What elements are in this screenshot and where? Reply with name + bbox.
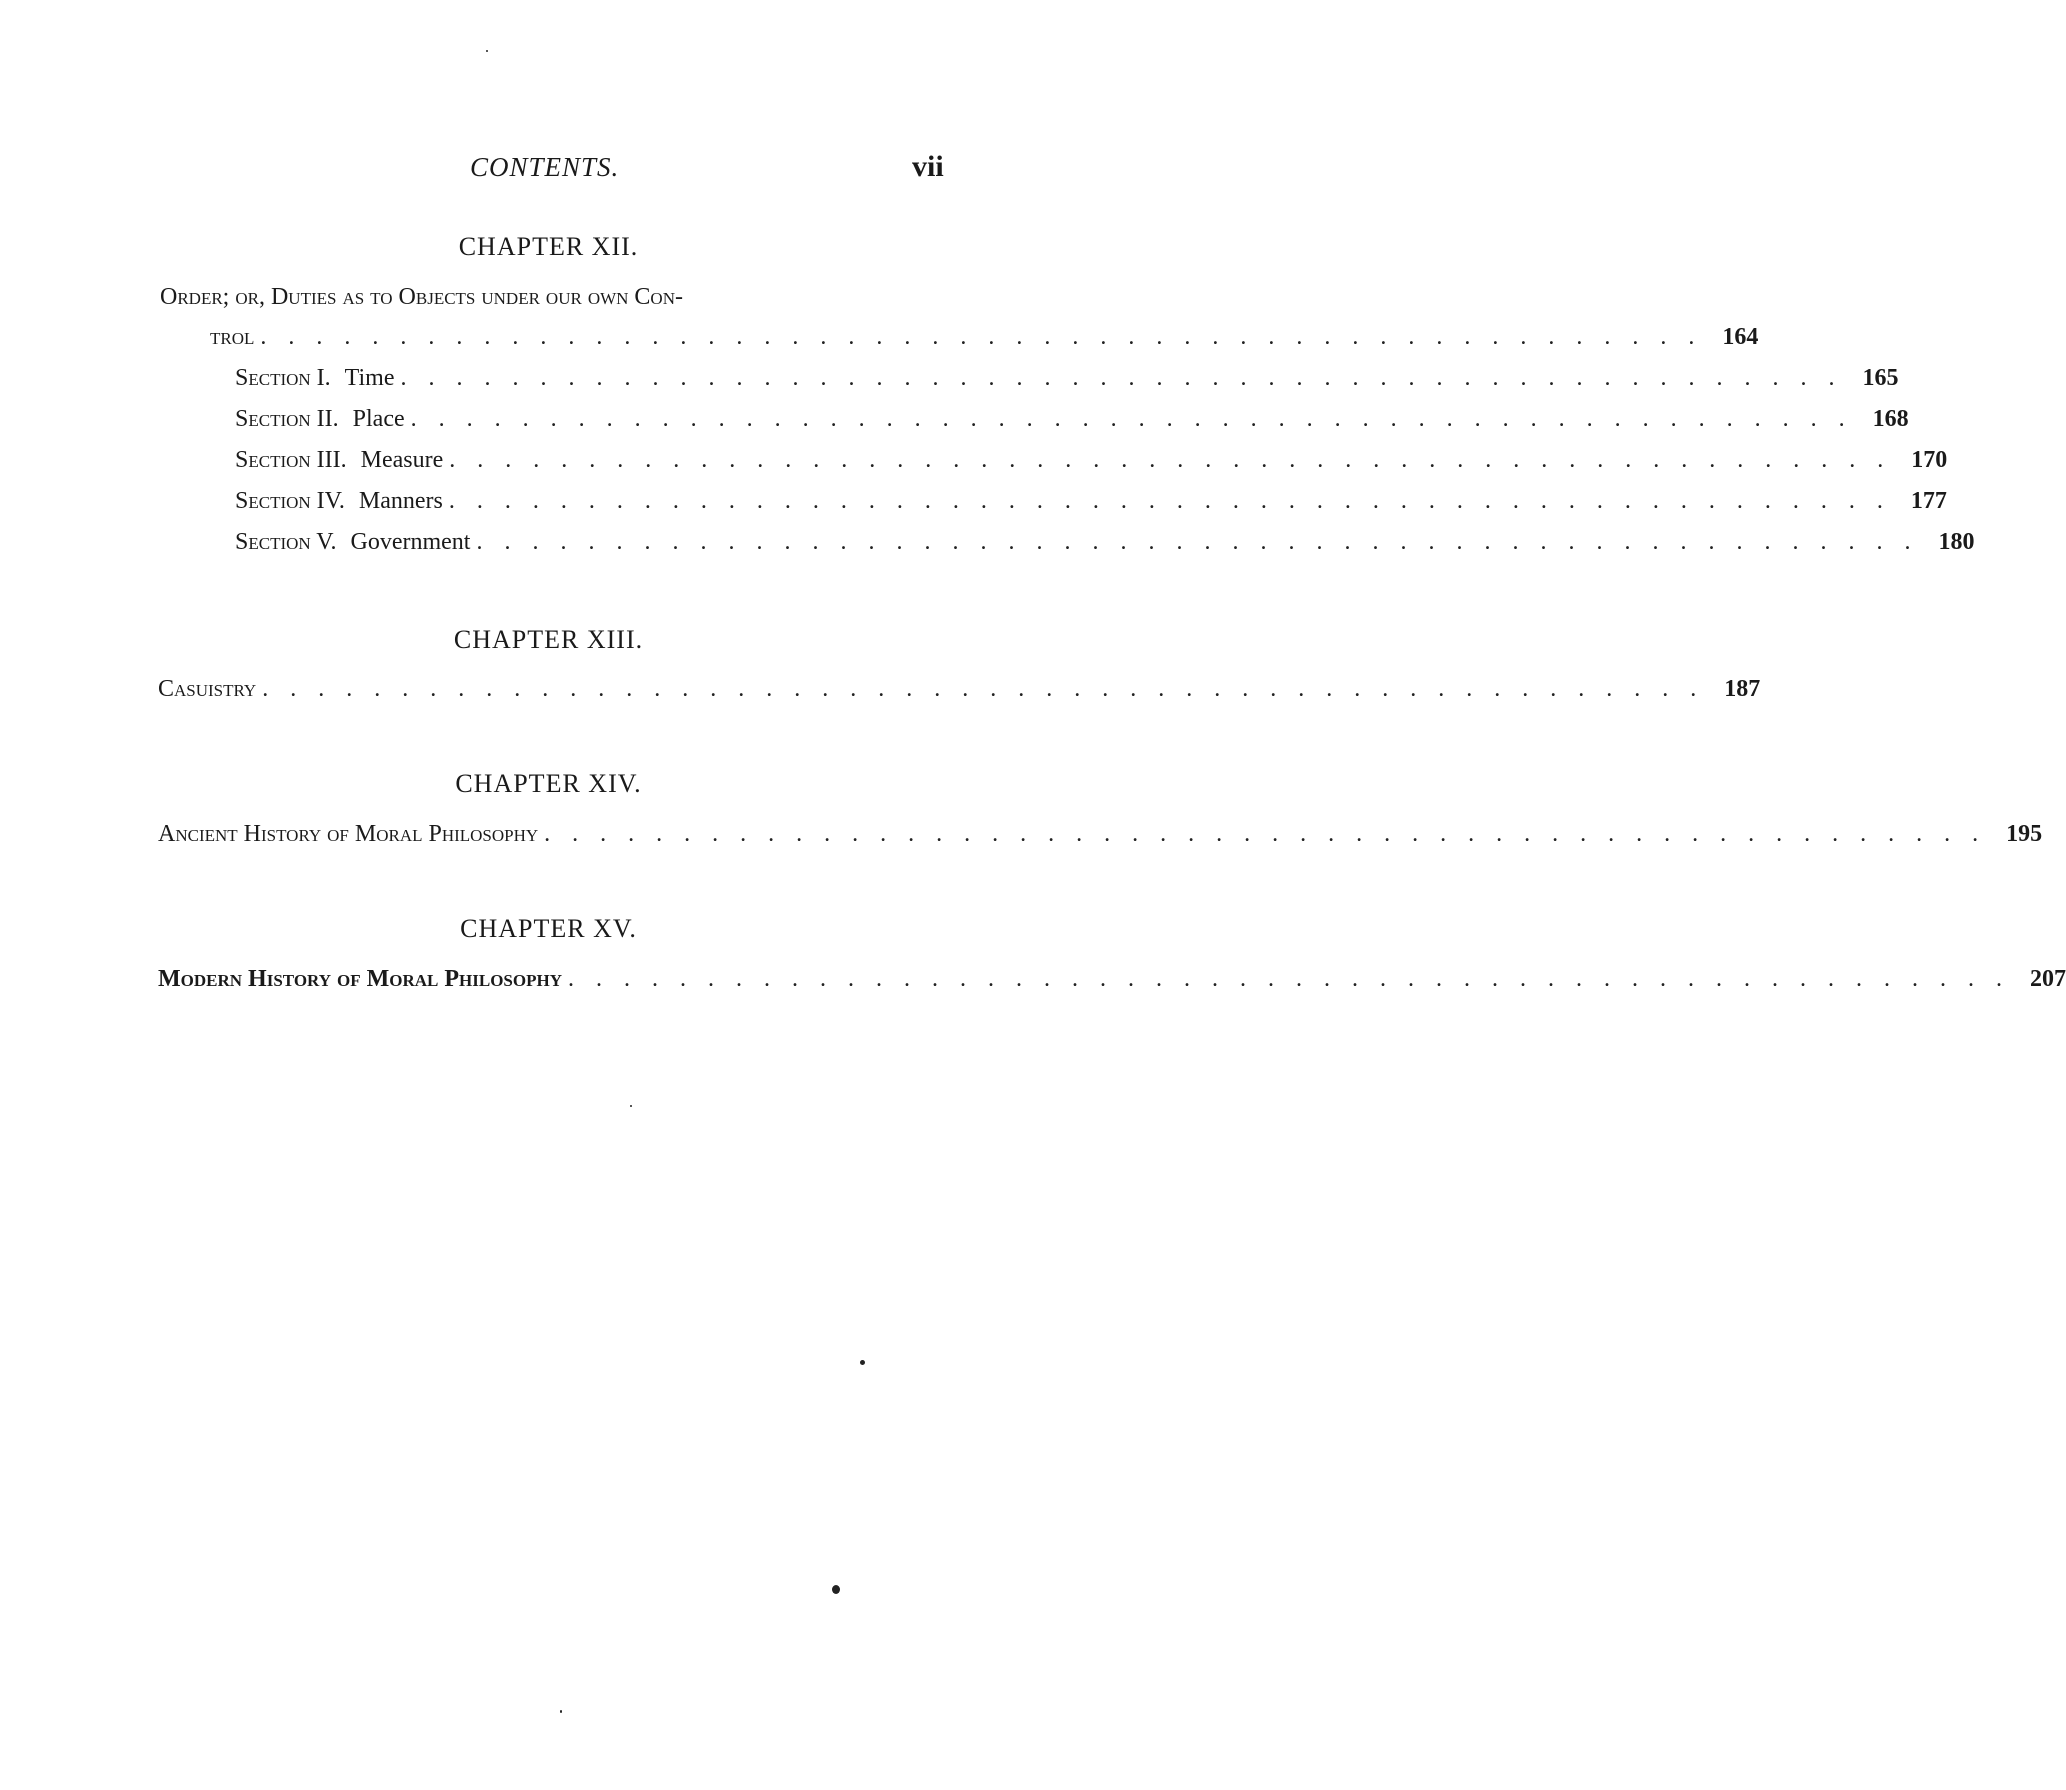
toc-entry-section-3 (235, 447, 1948, 474)
leader-dots: .................................................... (260, 324, 1717, 350)
leader-dots: .................................................... (410, 406, 1867, 432)
toc-entry-section-4 (235, 488, 1947, 515)
toc-page-number: 187 (1724, 676, 1761, 702)
leader-dots: .................................................... (476, 529, 1933, 555)
section-label: Section V. (235, 529, 337, 555)
scan-speck (486, 50, 488, 52)
leader-dots: .................................................... (449, 447, 1906, 473)
toc-page-number: 195 (2006, 821, 2043, 847)
scan-speck (860, 1360, 865, 1365)
chapter-heading-14: CHAPTER XIV. (455, 769, 642, 798)
chapter-heading-12: CHAPTER XII. (458, 232, 639, 261)
toc-entry-label: Order; or, Duties as to Objects under our own Con- (160, 284, 683, 310)
toc-entry-label: Ancient History of Moral Philosophy (158, 821, 539, 847)
section-label: Section I. (235, 365, 331, 391)
toc-entry-casuistry (158, 676, 1761, 703)
scan-speck (560, 1710, 562, 1713)
scan-speck (630, 1105, 632, 1107)
chapter-heading-15: CHAPTER XV. (460, 914, 637, 943)
toc-entry-section-1 (235, 365, 1899, 392)
toc-entry-section-2 (235, 406, 1909, 433)
toc-page-number: 207 (2030, 966, 2066, 992)
chapter-heading-13: CHAPTER XIII. (453, 625, 644, 654)
page-number: vii (912, 150, 944, 183)
toc-entry-modern-history (158, 966, 2066, 993)
leader-dots: .................................................... (568, 966, 2024, 992)
section-title: Time (344, 365, 395, 391)
section-label: Section III. (235, 447, 347, 473)
section-title: Manners (358, 488, 443, 514)
running-title: CONTENTS. (470, 152, 620, 182)
section-title: Measure (360, 447, 444, 473)
toc-page-number: 177 (1910, 488, 1947, 514)
toc-page-number: 168 (1872, 406, 1909, 432)
toc-page-number: 164 (1722, 324, 1759, 350)
leader-dots: .................................................... (400, 365, 1857, 391)
toc-page-number: 180 (1938, 529, 1975, 555)
section-title: Place (352, 406, 405, 432)
toc-entry-label: trol (210, 324, 255, 350)
toc-entry-section-5 (235, 529, 1975, 556)
toc-entry-label: Casuistry (158, 676, 257, 702)
toc-page-number: 170 (1911, 447, 1948, 473)
leader-dots: .................................................... (448, 488, 1905, 514)
leader-dots: .................................................... (262, 676, 1719, 702)
section-title: Government (350, 529, 471, 555)
toc-entry-label: Modern History of Moral Philosophy (158, 966, 562, 992)
running-head (0, 152, 1097, 192)
leader-dots: .................................................... (544, 821, 2001, 847)
scan-speck (832, 1585, 840, 1594)
toc-entry-order-line1 (160, 284, 950, 311)
toc-entry-order (210, 324, 1759, 351)
toc-entry-ancient-history (158, 821, 2043, 848)
toc-page-number: 165 (1862, 365, 1899, 391)
section-label: Section II. (235, 406, 339, 432)
section-label: Section IV. (235, 488, 345, 514)
